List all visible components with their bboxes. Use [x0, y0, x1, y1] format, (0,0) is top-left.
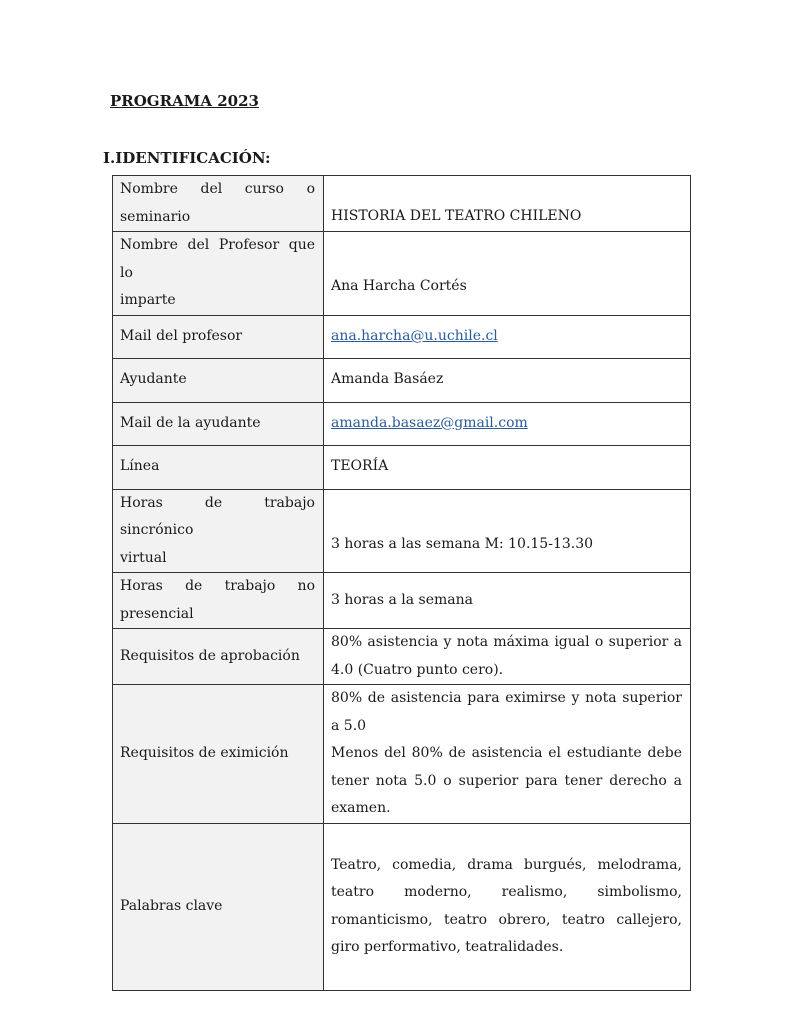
row-label: Horas de trabajo no	[120, 578, 315, 594]
assistant-name: Amanda Basáez	[324, 358, 691, 402]
table-row	[113, 358, 691, 402]
label-cell	[113, 176, 324, 232]
value-cell	[324, 685, 691, 824]
approval-requirements: 80% asistencia y nota máxima igual o superior a 4.0 (Cuatro punto cero).	[324, 629, 691, 685]
table-row	[113, 402, 691, 445]
row-label: Mail de la ayudante	[113, 402, 324, 445]
identification-table	[112, 175, 691, 991]
label-cell	[113, 489, 324, 573]
row-label: presencial	[120, 605, 194, 622]
table-row	[113, 489, 691, 573]
value-cell	[324, 315, 691, 358]
row-label: Palabras clave	[113, 823, 324, 990]
row-label: Ayudante	[113, 358, 324, 402]
table-row	[113, 315, 691, 358]
section-heading: I.IDENTIFICACIÓN:	[103, 149, 271, 167]
assistant-email-link[interactable]: amanda.basaez@gmail.com	[331, 414, 528, 431]
exemption-requirement-1: 80% de asistencia para eximirse y nota superior a 5.0	[331, 690, 682, 734]
table-row	[113, 573, 691, 629]
professor-name: Ana Harcha Cortés	[324, 232, 691, 316]
table-row	[113, 629, 691, 685]
course-name: HISTORIA DEL TEATRO CHILENO	[324, 176, 691, 232]
table-row	[113, 232, 691, 316]
row-label: Nombre del curso o	[120, 181, 315, 197]
exemption-requirement-2: Menos del 80% de asistencia el estudiante debe tener nota 5.0 o superior para tener derecho a examen.	[331, 745, 682, 816]
row-label: Línea	[113, 445, 324, 489]
table-row	[113, 685, 691, 824]
keywords-value: Teatro, comedia, drama burgués, melodrama, teatro moderno, realismo, simbolismo, romanticismo, teatro obrero, teatro callejero, giro performativo, teatralidades.	[324, 823, 691, 990]
row-label: Mail del profesor	[113, 315, 324, 358]
label-cell	[113, 573, 324, 629]
row-label: Requisitos de aprobación	[113, 629, 324, 685]
row-label: imparte	[120, 292, 176, 308]
sync-hours-value: 3 horas a las semana M: 10.15-13.30	[324, 489, 691, 573]
row-label: Nombre del Profesor que lo	[120, 237, 315, 281]
row-label: Requisitos de eximición	[113, 685, 324, 824]
value-cell	[324, 402, 691, 445]
professor-email-link[interactable]: ana.harcha@u.uchile.cl	[331, 327, 498, 344]
nonpresential-hours-value: 3 horas a la semana	[324, 573, 691, 629]
row-label: seminario	[120, 208, 191, 225]
line-value: TEORÍA	[324, 445, 691, 489]
table-row	[113, 445, 691, 489]
label-cell	[113, 232, 324, 316]
document-title: PROGRAMA 2023	[110, 92, 259, 110]
row-label: virtual	[120, 549, 167, 566]
table-row	[113, 176, 691, 232]
row-label: Horas de trabajo sincrónico	[120, 494, 315, 538]
table-row	[113, 823, 691, 990]
